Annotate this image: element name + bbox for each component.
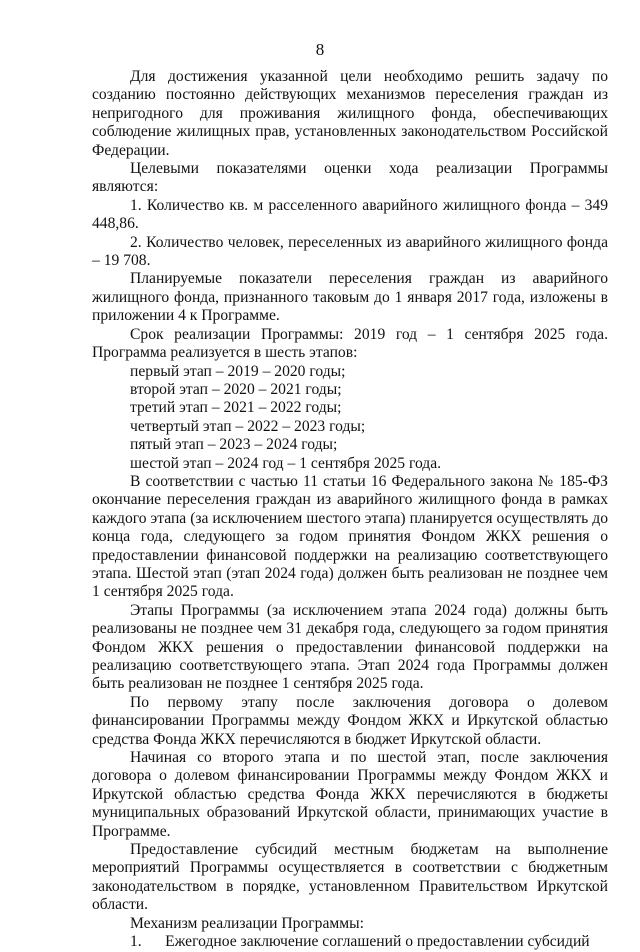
paragraph-first-stage-funding: По первому этапу после заключения договора о долевом финансировании Программы между Фондом ЖКХ и Иркутской областью средства Фонда ЖКХ перечисляются в бюджет Иркутской области. bbox=[92, 693, 608, 748]
mechanism-item-1: 1. Ежегодное заключение соглашений о предоставлении субсидий bbox=[130, 933, 590, 951]
paragraph-subsidies: Предоставление субсидий местным бюджетам на выполнение мероприятий Программы осуществляется в соответствии с бюджетным законодательством в порядке, установленном Правительством Иркутской области. bbox=[92, 841, 608, 914]
stage-item: пятый этап – 2023 – 2024 годы; bbox=[130, 436, 338, 454]
stage-item: четвертый этап – 2022 – 2023 годы; bbox=[130, 417, 366, 435]
stage-item: третий этап – 2021 – 2022 годы; bbox=[130, 399, 342, 417]
document-body bbox=[92, 68, 608, 952]
indicator-item-2: 2. Количество человек, переселенных из аварийного жилищного фонда – 19 708. bbox=[92, 233, 608, 270]
paragraph-stages-deadline: Этапы Программы (за исключением этапа 2024 года) должны быть реализованы не позднее чем 31 декабря года, следующего за годом принятия Фондом ЖКХ решения о предоставлении финансовой поддержки на реализацию соответствующего этапа. Этап 2024 года Программы должен быть реализован не позднее 1 сентября 2025 года. bbox=[92, 601, 608, 693]
paragraph-goal: Для достижения указанной цели необходимо решить задачу по созданию постоянно действующих механизмов переселения граждан из непригодного для проживания жилищного фонда, обеспечивающих соблюдение жилищных прав, установленных законодательством Российской Федерации. bbox=[92, 68, 608, 159]
indicator-item-1: 1. Количество кв. м расселенного аварийного жилищного фонда – 349 448,86. bbox=[92, 196, 608, 233]
paragraph-later-stages-funding: Начиная со второго этапа и по шестой этап, после заключения договора о долевом финансировании Программы между Фондом ЖКХ и Иркутской областью средства Фонда ЖКХ перечисляются в бюджеты муниципальных образований Иркутской области, принимающих участие в Программе. bbox=[92, 749, 608, 840]
paragraph-term: Срок реализации Программы: 2019 год – 1 сентября 2025 года. Программа реализуется в шесть этапов: bbox=[92, 325, 608, 362]
paragraph-law: В соответствии с частью 11 статьи 16 Федерального закона № 185-ФЗ окончание переселения граждан из аварийного жилищного фонда в рамках каждого этапа (за исключением шестого этапа) планируется осуществлять до конца года, следующего за годом принятия Фондом ЖКХ решения о предоставлении финансовой поддержки на реализацию соответствующего этапа. Шестой этап (этап 2024 года) должен быть реализован не позднее чем 1 сентября 2025 года. bbox=[92, 472, 608, 601]
paragraph-indicators-intro: Целевыми показателями оценки хода реализации Программы являются: bbox=[92, 160, 608, 196]
stage-item: первый этап – 2019 – 2020 годы; bbox=[130, 362, 346, 380]
paragraph-mechanism-intro: Механизм реализации Программы: bbox=[130, 914, 364, 932]
stage-item: шестой этап – 2024 год – 1 сентября 2025 года. bbox=[130, 454, 442, 472]
paragraph-planned: Планируемые показатели переселения граждан из аварийного жилищного фонда, признанного таковым до 1 января 2017 года, изложены в приложении 4 к Программе. bbox=[92, 270, 608, 325]
stage-item: второй этап – 2020 – 2021 годы; bbox=[130, 380, 342, 398]
page-number: 8 bbox=[315, 40, 325, 59]
